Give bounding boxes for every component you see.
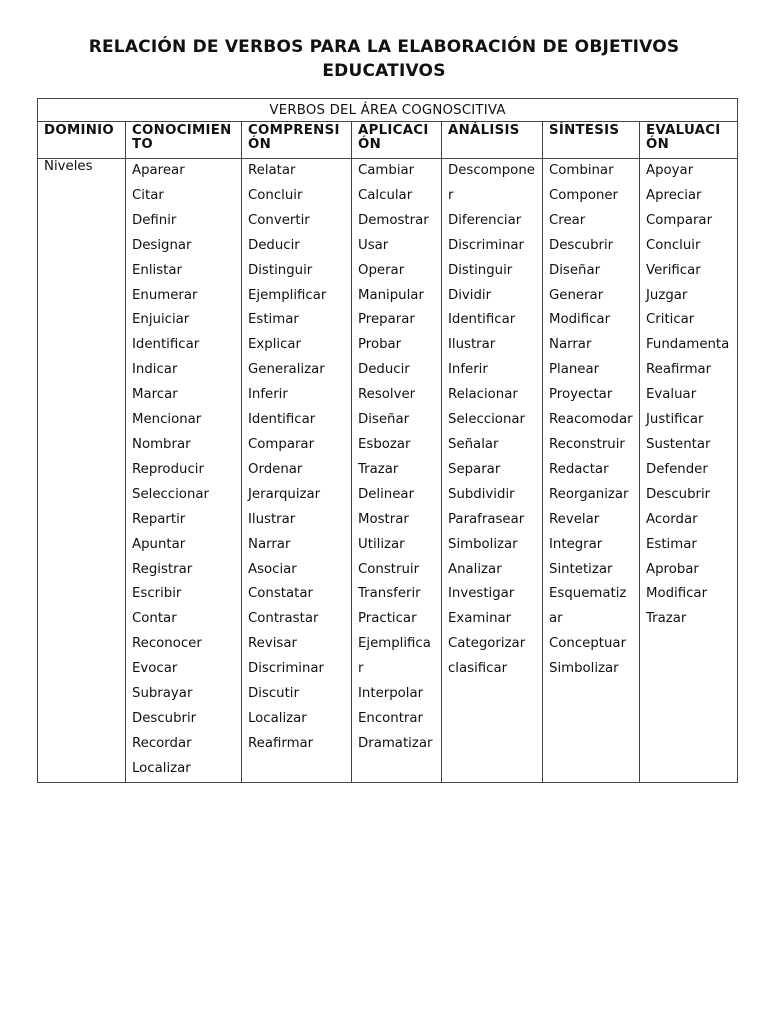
verb-list-analisis	[448, 159, 536, 682]
verb-item: Diseñar	[549, 262, 601, 278]
verbs-table	[37, 98, 738, 783]
verb-item: Manipular	[358, 287, 424, 303]
verb-item: Simbolizar	[549, 661, 619, 677]
column-header-comprension: COMPRENSIÓN	[242, 122, 352, 159]
domain-header: DOMINIO	[38, 122, 126, 159]
verb-item: Estimar	[646, 536, 697, 552]
verb-item: Delinear	[358, 486, 415, 502]
verb-item: Trazar	[358, 461, 399, 477]
verb-item: Modificar	[549, 312, 611, 328]
verb-item: Componer	[549, 187, 619, 203]
verb-item: Identificar	[248, 412, 316, 428]
verbs-cell-aplicacion	[352, 159, 442, 783]
verb-item: Defender	[646, 461, 708, 477]
verb-item: Subrayar	[132, 686, 193, 702]
verb-item: Evocar	[132, 661, 178, 677]
verb-item: Examinar	[448, 611, 512, 627]
verb-item: Descubrir	[549, 237, 614, 253]
verb-item: Utilizar	[358, 536, 405, 552]
verb-list-aplicacion	[358, 159, 435, 757]
verb-item: Demostrar	[358, 212, 429, 228]
verb-item: Reorganizar	[549, 486, 629, 502]
verb-item: Nombrar	[132, 436, 191, 452]
verb-item: Inferir	[448, 362, 488, 378]
verb-item: Dramatizar	[358, 735, 433, 751]
verb-item: Planear	[549, 362, 600, 378]
verb-item: Encontrar	[358, 710, 423, 726]
verb-item: Estimar	[248, 312, 299, 328]
verb-item: Comparar	[646, 212, 713, 228]
verb-item: Señalar	[448, 436, 499, 452]
verb-item: Concluir	[646, 237, 701, 253]
verb-item: Cambiar	[358, 163, 415, 178]
verb-item: Ordenar	[248, 461, 303, 477]
verb-item: Asociar	[248, 561, 297, 577]
verb-item: Jerarquizar	[248, 486, 321, 502]
verb-item: Reafirmar	[248, 735, 314, 751]
verb-item: Marcar	[132, 387, 178, 403]
verb-item: Localizar	[248, 710, 307, 726]
verb-item: Reconocer	[132, 636, 202, 652]
verb-item: Ejemplificar	[248, 287, 327, 303]
verb-item: Sintetizar	[549, 561, 613, 577]
verb-item: Apreciar	[646, 187, 702, 203]
verb-item: Justificar	[646, 412, 704, 428]
column-header-evaluacion: EVALUACIÓN	[640, 122, 738, 159]
verb-item: Seleccionar	[448, 412, 525, 428]
verb-item: Narrar	[248, 536, 291, 552]
verb-item: Juzgar	[646, 287, 688, 303]
verb-item: Construir	[358, 561, 420, 577]
verb-item: Simbolizar	[448, 536, 518, 552]
verb-item: Mostrar	[358, 511, 409, 527]
verb-item: Evaluar	[646, 387, 697, 403]
verb-item: Aparear	[132, 163, 185, 178]
verb-item: Modificar	[646, 586, 708, 602]
verb-item: Indicar	[132, 362, 178, 378]
verb-item: Esbozar	[358, 436, 411, 452]
verb-item: Dividir	[448, 287, 492, 303]
verb-item: Comparar	[248, 436, 315, 452]
verb-list-comprension	[248, 159, 345, 757]
verb-item: Contar	[132, 611, 177, 627]
verb-item: clasificar	[448, 661, 508, 677]
verb-item: Subdividir	[448, 486, 515, 502]
verb-item: Combinar	[549, 163, 614, 178]
verb-item: Separar	[448, 461, 501, 477]
verbs-cell-comprension	[242, 159, 352, 783]
verb-item: Generalizar	[248, 362, 325, 378]
verb-item: Contrastar	[248, 611, 319, 627]
column-header-sintesis: SÍNTESIS	[543, 122, 640, 159]
verb-item: Conceptuar	[549, 636, 627, 652]
verb-item: Trazar	[646, 611, 687, 627]
verb-item: Reproducir	[132, 461, 204, 477]
verb-item: Seleccionar	[132, 486, 209, 502]
verb-item: Categorizar	[448, 636, 526, 652]
area-header: VERBOS DEL ÁREA COGNOSCITIVA	[38, 99, 738, 122]
verb-item: Narrar	[549, 337, 592, 353]
verb-item: Discutir	[248, 686, 299, 702]
verb-item: Redactar	[549, 461, 609, 477]
verbs-cell-analisis	[442, 159, 543, 783]
verb-item: Distinguir	[448, 262, 513, 278]
verb-item: Verificar	[646, 262, 701, 278]
verb-item: Concluir	[248, 187, 303, 203]
verb-item: Calcular	[358, 187, 413, 203]
verb-item: Citar	[132, 187, 164, 203]
verb-list-evaluacion	[646, 159, 731, 632]
verb-item: Recordar	[132, 735, 192, 751]
verb-item: Localizar	[132, 760, 191, 776]
verb-item: Registrar	[132, 561, 193, 577]
verb-item: Interpolar	[358, 686, 424, 702]
verb-item: Reafirmar	[646, 362, 712, 378]
verb-item: Descomponer	[448, 163, 535, 203]
verb-item: Apuntar	[132, 536, 186, 552]
verb-item: Diseñar	[358, 412, 410, 428]
area-header-row	[38, 99, 738, 122]
verb-item: Explicar	[248, 337, 302, 353]
verb-item: Distinguir	[248, 262, 313, 278]
verb-item: Deducir	[358, 362, 410, 378]
column-header-analisis: ANÁLISIS	[442, 122, 543, 159]
verb-item: Criticar	[646, 312, 695, 328]
verb-item: Diferenciar	[448, 212, 522, 228]
verb-item: Relatar	[248, 163, 296, 178]
verb-item: Deducir	[248, 237, 300, 253]
verb-item: Aprobar	[646, 561, 699, 577]
page-title	[0, 35, 768, 83]
verb-item: Integrar	[549, 536, 603, 552]
verb-item: Constatar	[248, 586, 313, 602]
verb-item: Usar	[358, 237, 389, 253]
verb-item: Generar	[549, 287, 604, 303]
verb-item: Repartir	[132, 511, 186, 527]
verb-item: Discriminar	[248, 661, 325, 677]
verb-item: Discriminar	[448, 237, 525, 253]
verb-item: Investigar	[448, 586, 515, 602]
verb-item: Enjuiciar	[132, 312, 190, 328]
verb-item: Ilustrar	[248, 511, 296, 527]
verb-item: Operar	[358, 262, 405, 278]
verb-item: Resolver	[358, 387, 416, 403]
verb-item: Probar	[358, 337, 402, 353]
verb-item: Preparar	[358, 312, 415, 328]
verb-item: Enumerar	[132, 287, 198, 303]
verb-item: Parafrasear	[448, 511, 525, 527]
verb-item: Fundamenta	[646, 337, 730, 353]
verb-item: Ejemplificar	[358, 636, 431, 677]
verb-item: Reconstruir	[549, 436, 625, 452]
verb-item: Acordar	[646, 511, 698, 527]
verb-item: Mencionar	[132, 412, 202, 428]
verb-item: Inferir	[248, 387, 288, 403]
verbs-cell-conocimiento	[126, 159, 242, 783]
levels-cell	[38, 159, 126, 783]
verb-item: Identificar	[448, 312, 516, 328]
verb-item: Definir	[132, 212, 177, 228]
verb-item: Descubrir	[646, 486, 711, 502]
verb-item: Practicar	[358, 611, 417, 627]
verbs-cell-evaluacion	[640, 159, 738, 783]
verb-item: Reacomodar	[549, 412, 633, 428]
verb-item: Enlistar	[132, 262, 182, 278]
verb-item: Esquematizar	[549, 586, 627, 627]
verbs-body-row	[38, 159, 738, 783]
verb-list-conocimiento	[132, 159, 235, 782]
column-header-row	[38, 122, 738, 159]
verb-item: Proyectar	[549, 387, 613, 403]
column-header-aplicacion: APLICACIÓN	[352, 122, 442, 159]
verb-item: Sustentar	[646, 436, 711, 452]
verb-item: Revelar	[549, 511, 600, 527]
page-title-line-2: EDUCATIVOS	[322, 61, 446, 81]
verb-list-sintesis	[549, 159, 633, 682]
verb-item: Ilustrar	[448, 337, 496, 353]
verbs-cell-sintesis	[543, 159, 640, 783]
verb-item: Apoyar	[646, 163, 694, 178]
column-header-conocimiento: CONOCIMIENTO	[126, 122, 242, 159]
verb-item: Descubrir	[132, 710, 197, 726]
page-title-line-1: RELACIÓN DE VERBOS PARA LA ELABORACIÓN DE OBJETIVOS	[88, 37, 680, 57]
verb-item: Transferir	[358, 586, 421, 602]
verb-item: Designar	[132, 237, 192, 253]
verb-item: Crear	[549, 212, 586, 228]
verb-item: Convertir	[248, 212, 310, 228]
verb-item: Identificar	[132, 337, 200, 353]
verb-item: Revisar	[248, 636, 297, 652]
levels-label: Niveles	[44, 159, 93, 174]
verb-item: Escribir	[132, 586, 182, 602]
verb-item: Relacionar	[448, 387, 518, 403]
verb-item: Analizar	[448, 561, 502, 577]
